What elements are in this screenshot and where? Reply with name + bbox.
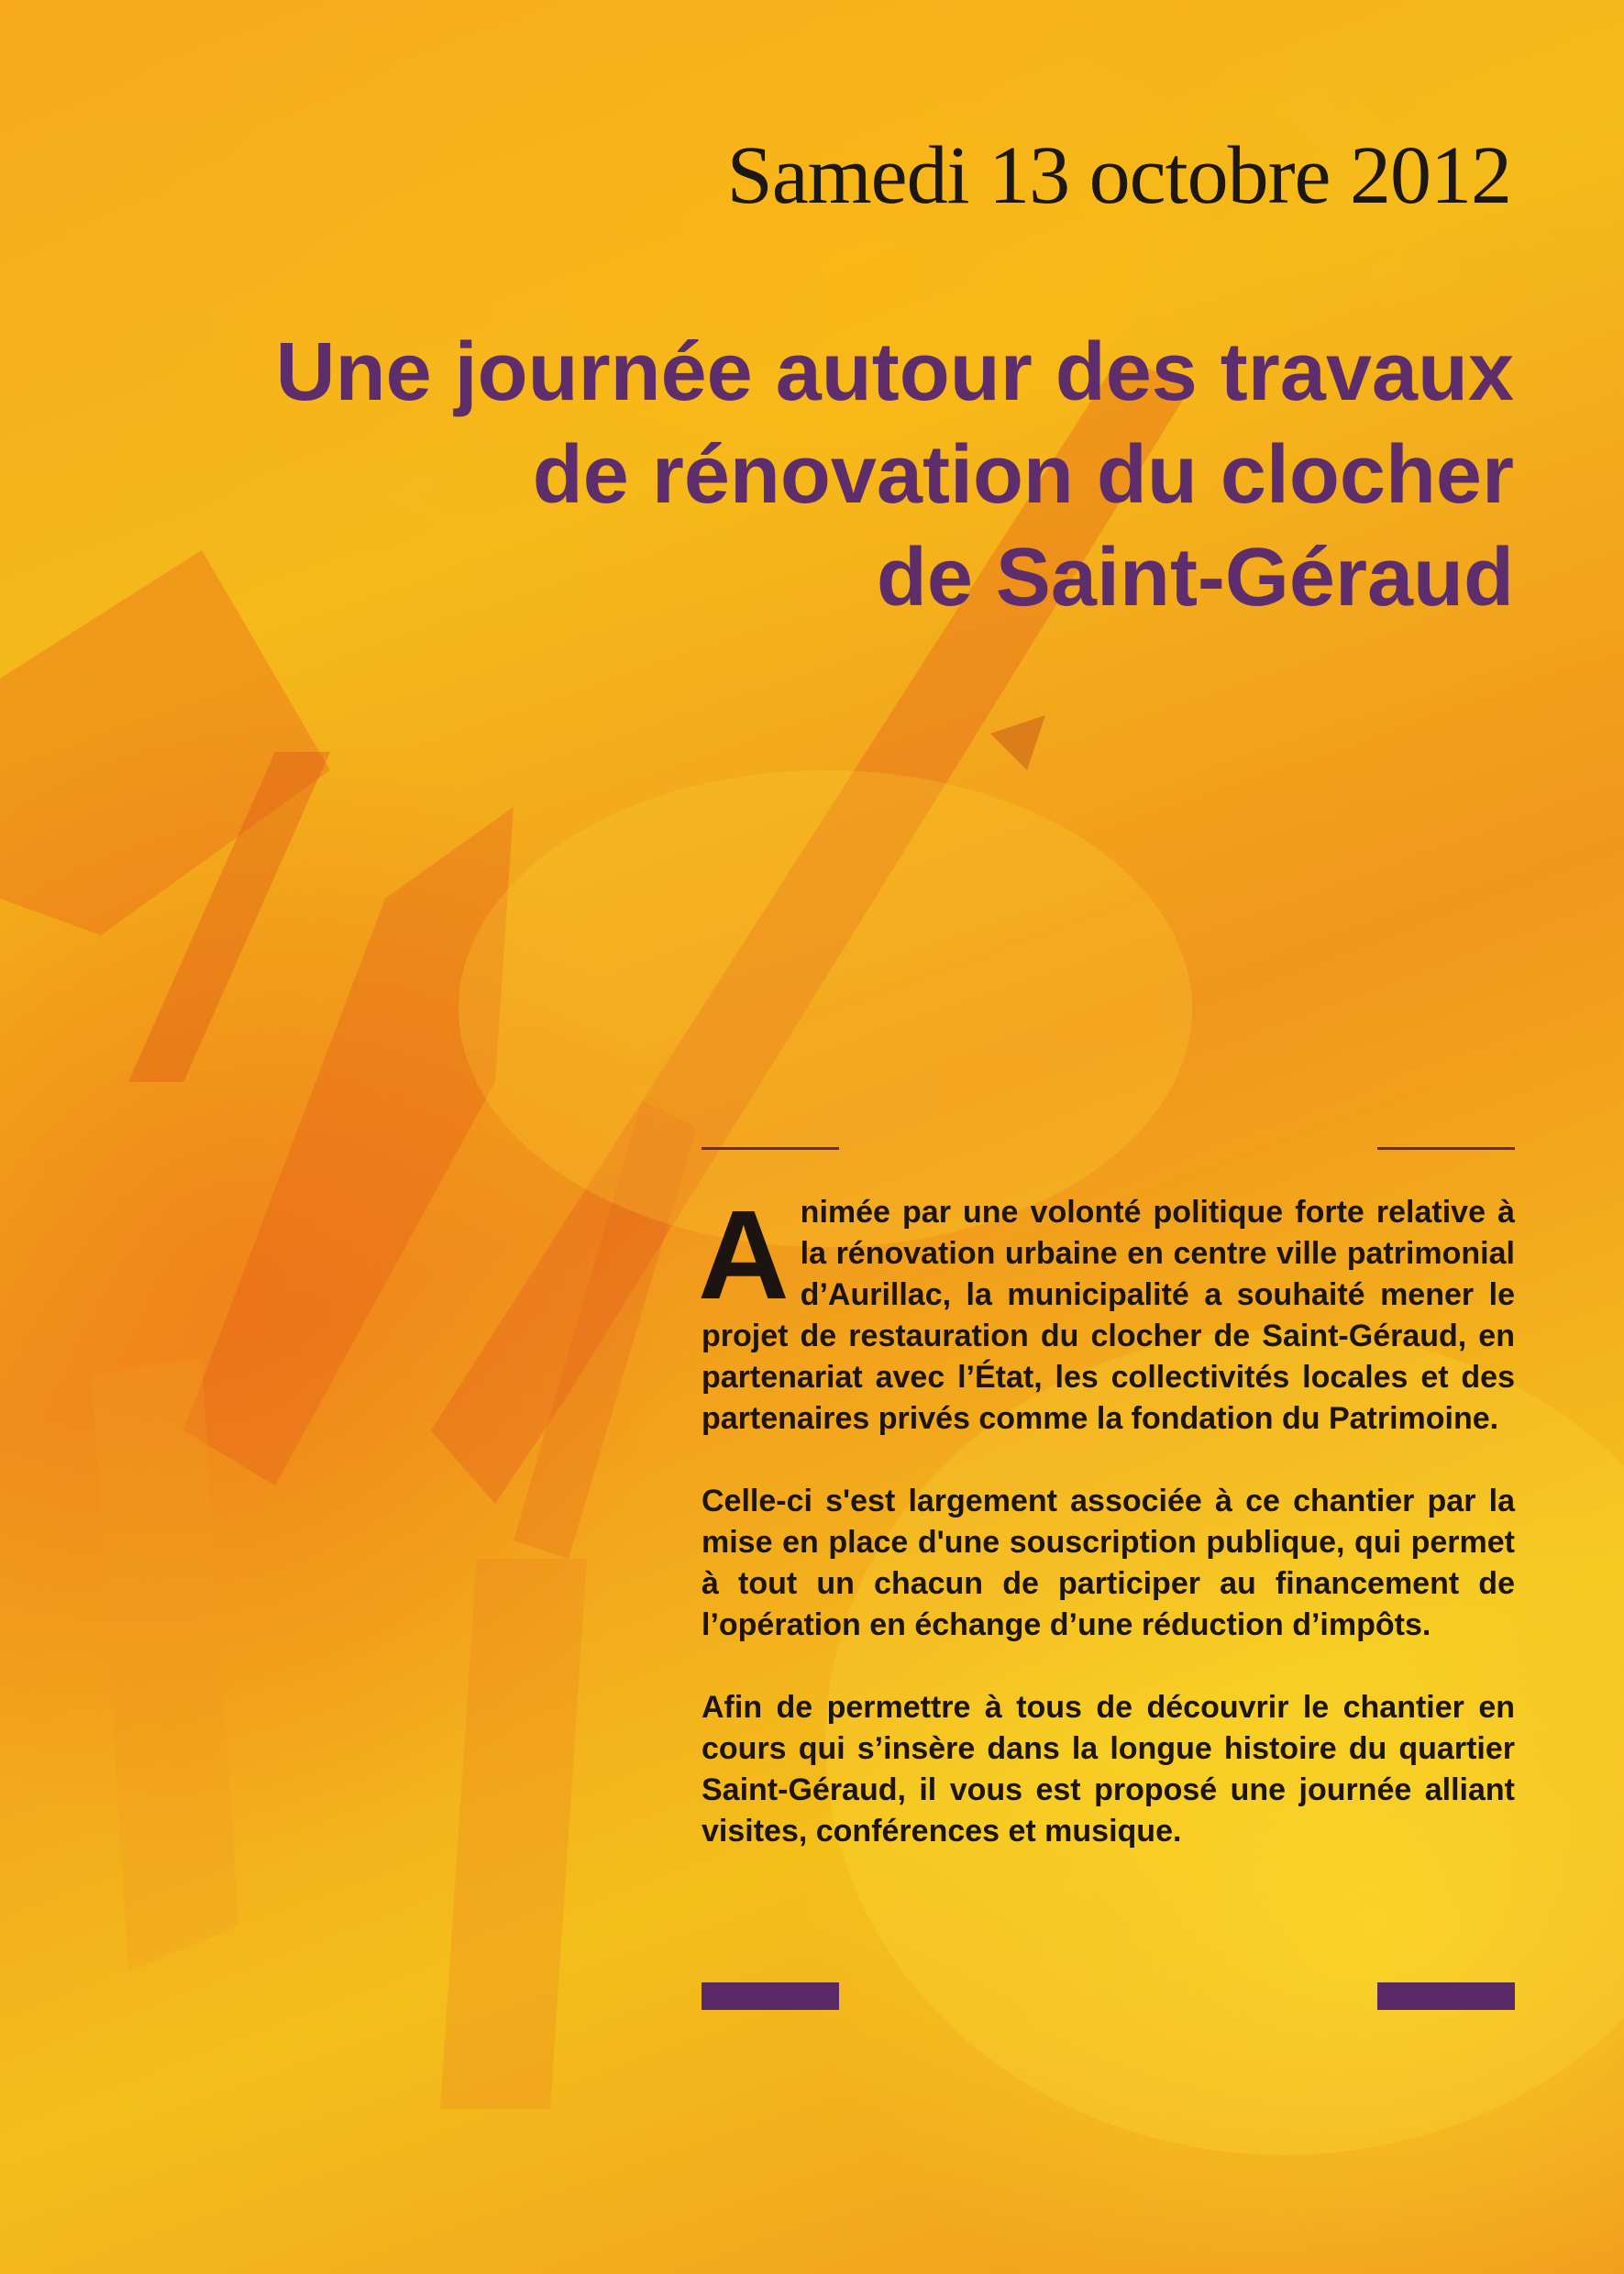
paragraph-2: Celle-ci s'est largement associée à ce chantier par la mise en place d'une souscription publique, qui permet à tout un chacun de participer au financement de l’opération en échange d’une réduction d’impôts. bbox=[702, 1484, 1515, 1642]
headline-line-1: Une journée autour des travaux bbox=[275, 326, 1514, 418]
paragraph-1 bbox=[698, 1185, 1515, 1440]
divider-top-right bbox=[1377, 1147, 1515, 1150]
headline-line-2: de rénovation du clocher bbox=[532, 429, 1514, 521]
drop-cap: A bbox=[698, 1185, 790, 1326]
divider-top-left bbox=[702, 1147, 839, 1150]
divider-bottom-left bbox=[702, 1982, 839, 2010]
paragraph-3: Afin de permettre à tous de découvrir le chantier en cours qui s’insère dans la longue histoire du quartier Saint-Géraud, il vous est proposé une journée alliant visites, conférences et musique. bbox=[702, 1690, 1515, 1849]
headline-line-3: de Saint-Géraud bbox=[876, 532, 1514, 624]
divider-bottom-right bbox=[1377, 1982, 1515, 2010]
paragraph-1-text: nimée par une volonté politique forte relative à la rénovation urbaine en centre ville patrimonial d’Aurillac, la municipalité a souhaité mener le projet de restauration du clocher de Saint-Géraud, en partenariat avec l’État, les collectivités locales et des partenaires privés comme la fondation du Patrimoine. bbox=[702, 1195, 1515, 1436]
event-date: Samedi 13 octobre 2012 bbox=[726, 130, 1511, 221]
body-text bbox=[698, 1185, 1515, 1893]
headline bbox=[138, 321, 1514, 629]
